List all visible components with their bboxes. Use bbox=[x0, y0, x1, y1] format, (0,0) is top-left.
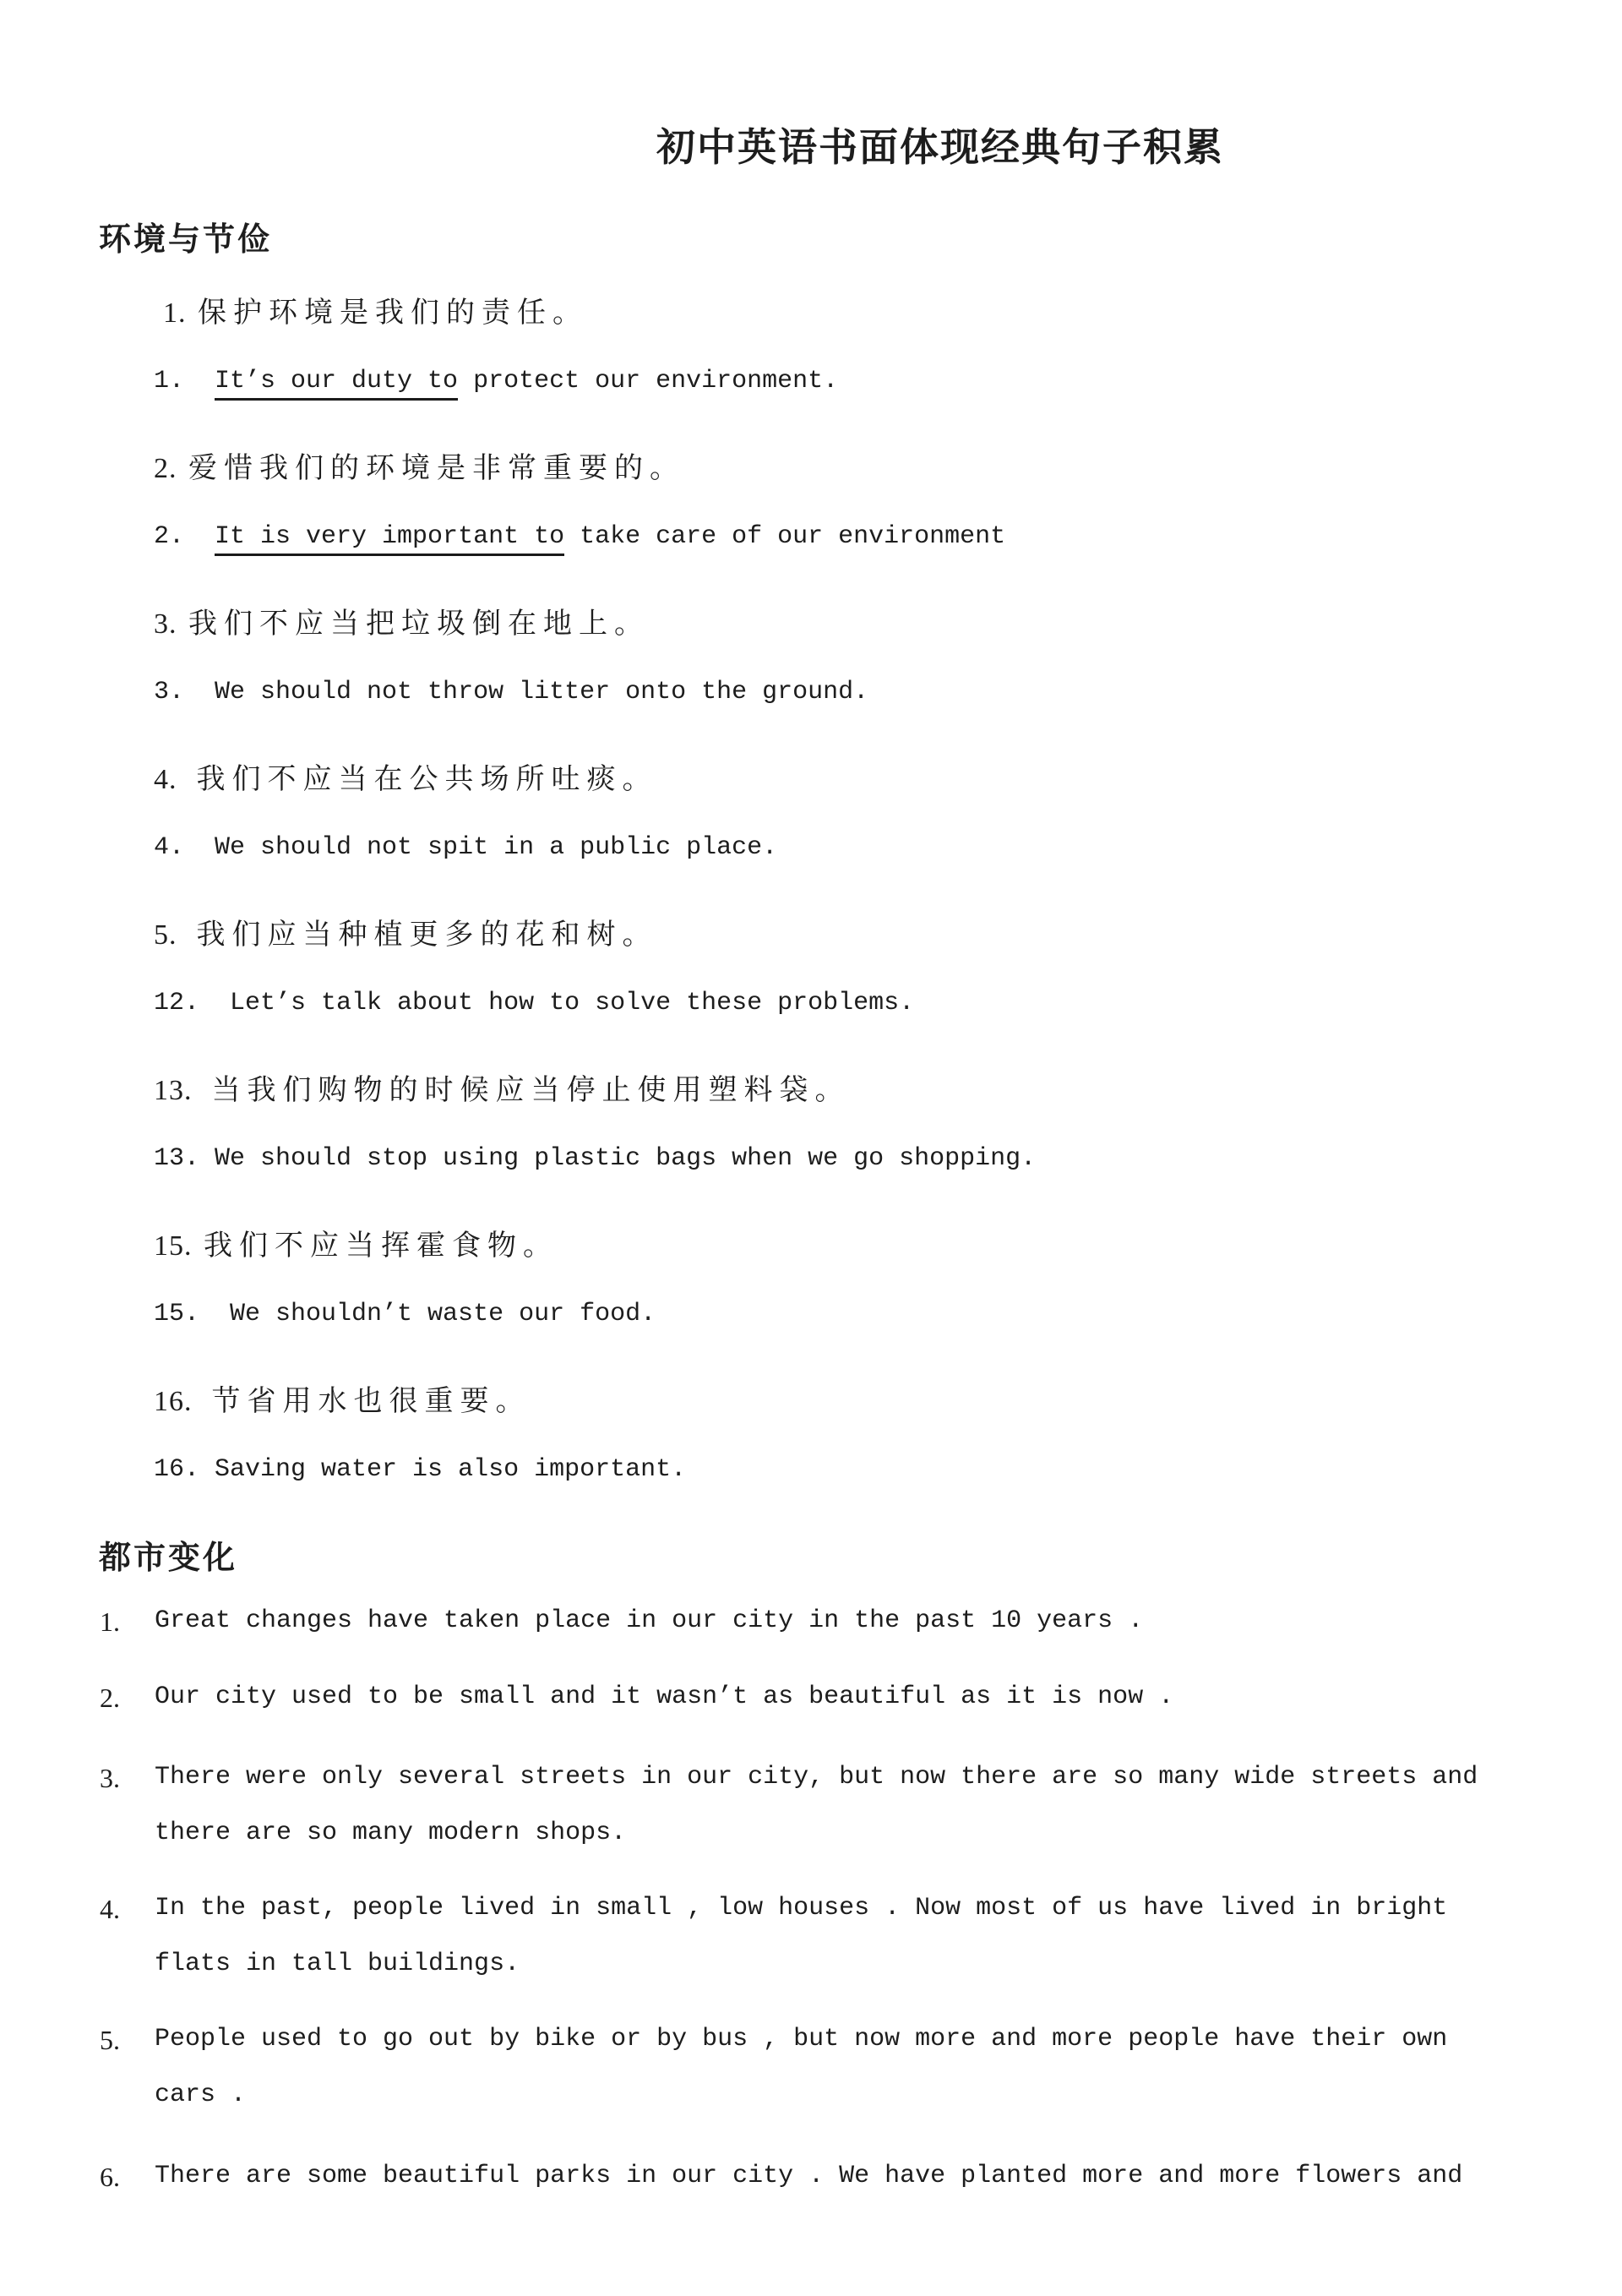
item-text: 保护环境是我们的责任。 bbox=[198, 297, 588, 329]
item-text: Our city used to be small and it wasn’t as beautiful as it is now . bbox=[155, 1682, 1174, 1711]
item-text: 爱惜我们的环境是非常重要的。 bbox=[188, 453, 685, 484]
section-heading-city-changes: 都市变化 bbox=[99, 1541, 238, 1576]
item-number: 15. bbox=[154, 1230, 200, 1262]
list-item bbox=[154, 444, 685, 486]
item-text: take care of our environment bbox=[564, 522, 1006, 551]
item-number: 1. bbox=[154, 367, 215, 395]
list-item bbox=[154, 755, 658, 797]
item-number: 6. bbox=[100, 2162, 120, 2192]
document-title: 初中英语书面体现经典句子积累 bbox=[656, 126, 1224, 169]
item-text: We should stop using plastic bags when we go shopping. bbox=[215, 1144, 1037, 1173]
item-number: 12. bbox=[154, 989, 231, 1017]
item-number: 2. bbox=[100, 1682, 120, 1713]
list-item bbox=[154, 833, 777, 862]
list-item bbox=[154, 678, 868, 706]
item-text: Let’s talk about how to solve these problems. bbox=[230, 989, 915, 1017]
item-text: 我们应当种植更多的花和树。 bbox=[196, 919, 658, 951]
item-text-continued: there are so many modern shops. bbox=[155, 1819, 627, 1847]
item-number: 13. bbox=[154, 1075, 209, 1106]
item-text: We should not throw litter onto the ground. bbox=[215, 678, 869, 706]
item-number: 4. bbox=[154, 833, 215, 862]
item-number: 5. bbox=[100, 2025, 120, 2055]
item-text-continued: flats in tall buildings. bbox=[155, 1950, 520, 1978]
item-number: 1. bbox=[100, 1606, 120, 1637]
item-text: 我们不应当挥霍食物。 bbox=[204, 1230, 558, 1262]
item-text-continued: cars . bbox=[155, 2081, 247, 2109]
underlined-phrase: It’s our duty to bbox=[215, 367, 458, 401]
item-text: 我们不应当把垃圾倒在地上。 bbox=[188, 608, 650, 640]
item-number: 13. bbox=[154, 1144, 215, 1173]
item-text: In the past, people lived in small , low houses . Now most of us have lived in bright bbox=[155, 1894, 1448, 1922]
item-number: 2. bbox=[154, 453, 185, 484]
item-text: 我们不应当在公共场所吐痰。 bbox=[196, 764, 658, 795]
underlined-phrase: It is very important to bbox=[215, 522, 564, 556]
item-number: 3. bbox=[100, 1763, 120, 1793]
item-number: 16. bbox=[154, 1386, 209, 1417]
item-text: Great changes have taken place in our city in the past 10 years . bbox=[155, 1606, 1144, 1635]
list-item bbox=[154, 367, 838, 395]
list-item bbox=[154, 522, 1005, 551]
item-text: There are some beautiful parks in our city . We have planted more and more flowers and bbox=[155, 2162, 1463, 2190]
item-number: 4. bbox=[154, 764, 193, 795]
item-text: We shouldn’t waste our food. bbox=[230, 1300, 656, 1328]
list-item bbox=[154, 1455, 686, 1484]
list-item bbox=[154, 1300, 656, 1328]
item-text: We should not spit in a public place. bbox=[215, 833, 778, 862]
item-text: There were only several streets in our city, but now there are so many wide streets and bbox=[155, 1763, 1478, 1792]
item-number: 16. bbox=[154, 1455, 215, 1484]
item-text: People used to go out by bike or by bus , but now more and more people have their own bbox=[155, 2025, 1448, 2053]
item-number: 2. bbox=[154, 522, 215, 551]
list-item bbox=[154, 1377, 531, 1419]
item-text: 节省用水也很重要。 bbox=[211, 1386, 531, 1417]
item-number: 3. bbox=[154, 678, 215, 706]
list-item bbox=[154, 1222, 558, 1263]
section-heading-environment: 环境与节俭 bbox=[99, 222, 273, 258]
item-number: 1. bbox=[163, 297, 194, 329]
list-item bbox=[154, 600, 650, 641]
item-number: 5. bbox=[154, 919, 193, 951]
item-text: Saving water is also important. bbox=[215, 1455, 687, 1484]
list-item bbox=[154, 989, 914, 1017]
list-item bbox=[154, 911, 658, 952]
item-text: protect our environment. bbox=[458, 367, 839, 395]
list-item bbox=[154, 1066, 851, 1108]
list-item bbox=[154, 1144, 1036, 1173]
item-number: 15. bbox=[154, 1300, 231, 1328]
item-number: 3. bbox=[154, 608, 185, 640]
item-number: 4. bbox=[100, 1894, 120, 1924]
list-item bbox=[163, 289, 588, 330]
item-text: 当我们购物的时候应当停止使用塑料袋。 bbox=[211, 1075, 851, 1106]
